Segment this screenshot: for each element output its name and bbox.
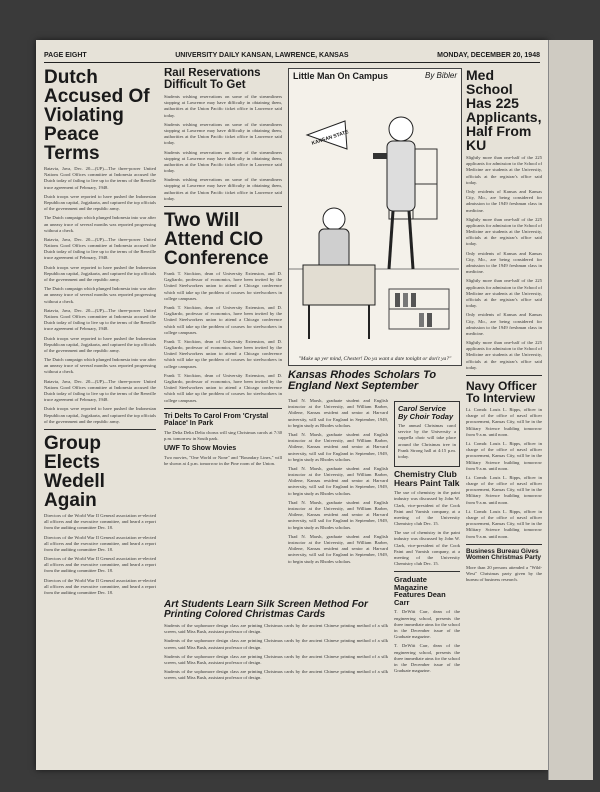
article-med-p7: Slightly more than one-half of the 225 applicants for admission to the School of Medicine are students at the University, officials at the registrar's office said today. — [466, 340, 542, 370]
article-graduate-p1: T. DeWitt Carr, dean of the engineering school, presents the three immediate aims for the school in the December issue of the Graduate magazine. — [394, 609, 460, 640]
cartoon-panel — [288, 68, 462, 366]
column-divider — [466, 544, 542, 545]
article-rail-p1: Students wishing reservations on some of the streamliners stopping at Lawrence may have difficulty in obtaining them, authorities at the Union Pacific ticket office in Lawrence said today. — [164, 94, 282, 118]
article-med-p3: Slightly more than one-half of the 225 applicants for admission to the School of Medicine are students at the University, officials at the registrar's office said today. — [466, 216, 542, 247]
column-4 — [466, 68, 542, 768]
article-rhodes-p2: Thad N. Marsh, graduate student and English instructor at the University, and William Barber, Abilene, Kansas resident and senior at Harvard university, will sail for England in September, 1949, to begin study as Rhodes scholars. — [288, 431, 388, 462]
article-rhodes-p5: Thad N. Marsh, graduate student and English instructor at the University, and William Barber, Abilene, Kansas resident and senior at Harvard university, will sail for England in September, 1949, to begin study as Rhodes scholars. — [288, 533, 388, 564]
adjacent-page-edge — [548, 40, 593, 780]
newspaper-page — [36, 40, 548, 770]
headline-carol: Carol Service By Choir Today — [398, 404, 454, 421]
headline-art: Art Students Learn Silk Screen Method For Printing Colored Christmas Cards — [164, 600, 368, 620]
column-divider — [44, 429, 156, 430]
article-navy-p2: Lt. Comdr. Louis L. Ripps, officer in charge of the office of naval officer procurement, Kansas City, will be in the Military Science building tomorrow from 9 a.m. until noon. — [466, 440, 542, 471]
headline-cio: Two Will Attend CIO Conference — [164, 210, 269, 269]
article-tri-delts: The Delta Delta Delta chorus will sing Christmas carols at 7:30 p.m. tomorrow in South park. — [164, 429, 282, 441]
article-chemistry-p1: The use of chemistry in the paint industry was discussed by John W. Clark, vice-president of the Cook Paint and Varnish company, at a meeting of the University Chemistry club Dec. 15. — [394, 490, 460, 527]
article-med-p2: Only residents of Kansas and Kansas City, Mo., are being considered for admission to the 1949 freshman class in medicine. — [466, 188, 542, 213]
column-divider — [466, 375, 542, 376]
headline-uwf: UWF To Show Movies — [164, 445, 237, 453]
column-2 — [164, 68, 282, 588]
headline-chemistry: Chemistry Club Hears Paint Talk — [394, 469, 460, 488]
column-1 — [44, 68, 156, 763]
article-chemistry-p2: The use of chemistry in the paint industry was discussed by John W. Clark, vice-president of the Cook Paint and Varnish company, at a meeting of the University Chemistry club Dec. 15. — [394, 530, 460, 567]
article-dutch-p1: Batavia, Java, Dec. 20—(UP)—The three-power United Nations Good Offices committee at Indonesia accused the Dutch today of failing to live up to the terms of the Renville truce agreement of February, 1948. — [44, 166, 156, 190]
headline-wedell: Group Elects Wedell Again — [44, 432, 105, 511]
art-students-section — [164, 600, 388, 770]
article-dutch-p8: Dutch troops were reported to have pushed the Indonesian Republican capital, Jogjakarta, and captured the top officials of the government and the republic army. — [44, 335, 156, 353]
article-art-p1: Students of the sophomore design class are printing Christmas cards by the ancient Chinese printing method of a silk screen, said Miss Bush, assistant professor of design. — [164, 623, 388, 635]
article-med-p1: Slightly more than one-half of the 225 applicants for admission to the School of Medicine are students at the University, officials at the registrar's office said today. — [466, 155, 542, 185]
article-med-p5: Slightly more than one-half of the 225 applicants for admission to the School of Medicine are students at the University, officials at the registrar's office said today. — [466, 278, 542, 309]
article-dutch-p10: Batavia, Java, Dec. 20—(UP)—The three-power United Nations Good Offices committee at Indonesia accused the Dutch today of failing to live up to the terms of the Renville truce agreement of February, 1948. — [44, 378, 156, 403]
article-art-p2: Students of the sophomore design class are printing Christmas cards by the ancient Chinese printing method of a silk screen, said Miss Bush, assistant professor of design. — [164, 638, 388, 650]
column-divider — [164, 408, 282, 409]
article-graduate-p2: T. DeWitt Carr, dean of the engineering school, presents the three immediate aims for the school in the December issue of the Graduate magazine. — [394, 643, 460, 674]
article-rail-p4: Students wishing reservations on some of the streamliners stopping at Lawrence may have difficulty in obtaining them, authorities at the Union Pacific ticket office in Lawrence said today. — [164, 177, 282, 201]
article-dutch-p4: Batavia, Java, Dec. 20—(UP)—The three-power United Nations Good Offices committee at Indonesia accused the Dutch today of failing to live up to the terms of the Renville truce agreement of February, 1948. — [44, 236, 156, 261]
headline-graduate: Graduate Magazine Features Dean Carr — [394, 575, 446, 607]
article-cio-p4: Frank T. Stockton, dean of University Extension, and D. Gagliardo, professor of economics, have been invited by the United Steelworkers union to attend a Chicago conference which will take up the problem of courses for steelworkers in college campuses. — [164, 372, 282, 403]
article-dutch-p3: The Dutch campaign which plunged Indonesia into war after an uneasy truce of several months was reported progressing without a check. — [44, 215, 156, 233]
headline-dutch: Dutch Accused Of Violating Peace Terms — [44, 68, 150, 164]
cartoon-caption: "Make up yer mind, Chester! Do ya want a date tonight or don't ya?" — [298, 356, 452, 362]
cartoon-credit: By Bibler — [424, 71, 457, 80]
article-med-p6: Only residents of Kansas and Kansas City, Mo., are being considered for admission to the 1949 freshman class in medicine. — [466, 312, 542, 336]
article-rail-p3: Students wishing reservations on some of the streamliners stopping at Lawrence may have difficulty in obtaining them, authorities at the Union Pacific ticket office in Lawrence said today. — [164, 149, 282, 174]
headline-business-bureau: Business Bureau Gives Women Christmas Party — [466, 547, 542, 562]
article-carol: The annual Christmas carol service by the University a cappella choir will take place around the Christmas tree in Frank Strong hall at 4:15 p.m. today. — [398, 423, 456, 459]
article-dutch-p5: Dutch troops were reported to have pushed the Indonesian Republican capital, Jogjakarta, and captured the top officials of the government and the republic army. — [44, 264, 156, 282]
article-uwf: Two movies, "One World or None" and "Boundary Lines," will be shown at 4 p.m. tomorrow in the Pine room of the Union. — [164, 455, 282, 467]
issue-date: MONDAY, DECEMBER 20, 1948 — [437, 51, 540, 59]
headline-tri-delts: Tri Delts To Carol From 'Crystal Palace' In Park — [164, 412, 269, 427]
headline-navy: Navy Officer To Interview — [466, 379, 537, 405]
paper-name: UNIVERSITY DAILY KANSAN, LAWRENCE, KANSAS — [175, 51, 349, 59]
article-art-p3: Students of the sophomore design class are printing Christmas cards by the ancient Chinese printing method of a silk screen, said Miss Bush, assistant professor of design. — [164, 653, 388, 665]
article-wedell-p1: Directors of the World War II General association re-elected all officers and the executive committee, and heard a report from the auditing committee Dec. 18. — [44, 512, 156, 531]
column-divider — [164, 206, 282, 207]
rhodes-article — [288, 398, 388, 598]
headline-rail: Rail Reservations Difficult To Get — [164, 68, 261, 91]
rhodes-section — [288, 370, 460, 395]
article-med-p4: Only residents of Kansas and Kansas City, Mo., are being considered for admission to the 1949 freshman class in medicine. — [466, 250, 542, 275]
article-business-bureau: More than 20 persons attended a "Wild-West" Christmas party given by the bureau of business research. — [466, 564, 542, 583]
article-rail-p2: Students wishing reservations on some of the streamliners stopping at Lawrence may have difficulty in obtaining them, authorities at the Union Pacific ticket office in Lawrence said today. — [164, 121, 282, 146]
article-dutch-p9: The Dutch campaign which plunged Indonesia into war after an uneasy truce of several months was reported progressing without a check. — [44, 357, 156, 375]
masthead — [44, 48, 540, 63]
article-navy-p4: Lt. Comdr. Louis L. Ripps, officer in charge of the office of naval officer procurement, Kansas City, will be in the Military Science building tomorrow from 9 a.m. until noon. — [466, 508, 542, 539]
page-number: PAGE EIGHT — [44, 51, 87, 59]
article-rhodes-p3: Thad N. Marsh, graduate student and English instructor at the University, and William Barber, Abilene, Kansas resident and senior at Harvard university, will sail for England in September, 1949, to begin study as Rhodes scholars. — [288, 465, 388, 496]
article-rhodes-p1: Thad N. Marsh, graduate student and English instructor at the University, and William Barber, Abilene, Kansas resident and senior at Harvard university, will sail for England in September, 1949, to begin study as Rhodes scholars. — [288, 398, 388, 428]
article-navy-p3: Lt. Comdr. Louis L. Ripps, officer in charge of the office of naval officer procurement, Kansas City, will be in the Military Science building tomorrow from 9 a.m. until noon. — [466, 474, 542, 505]
article-dutch-p2: Dutch troops were reported to have pushed the Indonesian Republican capital, Jogjakarta, and captured the top officials of the government and the republic army. — [44, 193, 156, 212]
article-dutch-p11: Dutch troops were reported to have pushed the Indonesian Republican capital, Jogjakarta, and captured the top officials of the government and the republic army. — [44, 406, 156, 424]
carol-service-box — [394, 401, 460, 467]
article-wedell-p4: Directors of the World War II General association re-elected all officers and the executive committee, and heard a report from the auditing committee Dec. 18. — [44, 577, 156, 595]
column-divider — [394, 571, 460, 572]
article-wedell-p2: Directors of the World War II General association re-elected all officers and the executive committee, and heard a report from the auditing committee Dec. 18. — [44, 534, 156, 552]
cartoon-title: Little Man On Campus — [293, 71, 389, 81]
article-cio-p2: Frank T. Stockton, dean of University Extension, and D. Gagliardo, professor of economics, have been invited by the United Steelworkers union to attend a Chicago conference which will take up the problem of courses for steelworkers in college campuses. — [164, 304, 282, 335]
center-right-column — [394, 398, 460, 770]
headline-med-school: Med School Has 225 Applicants, Half From KU — [466, 68, 542, 153]
article-dutch-p6: The Dutch campaign which plunged Indonesia into war after an uneasy truce of several months was reported progressing without a check. — [44, 286, 156, 304]
pennant-label: KANSAN STATE — [311, 129, 350, 147]
article-navy-p1: Lt. Comdr. Louis L. Ripps, officer in charge of the office of naval officer procurement, Kansas City, will be in the Military Science building tomorrow from 9 a.m. until noon. — [466, 407, 542, 437]
article-rhodes-p4: Thad N. Marsh, graduate student and English instructor at the University, and William Barber, Abilene, Kansas resident and senior at Harvard university, will sail for England in September, 1949, to begin study as Rhodes scholars. — [288, 499, 388, 530]
cartoon-illustration — [289, 69, 461, 365]
article-art-p4: Students of the sophomore design class are printing Christmas cards by the ancient Chinese printing method of a silk screen, said Miss Bush, assistant professor of design. — [164, 669, 388, 681]
article-cio-p3: Frank T. Stockton, dean of University Extension, and D. Gagliardo, professor of economics, have been invited by the United Steelworkers union to attend a Chicago conference which will take up the problem of courses for steelworkers in college campuses. — [164, 338, 282, 369]
headline-rhodes: Kansas Rhodes Scholars To England Next September — [288, 369, 437, 392]
article-cio-p1: Frank T. Stockton, dean of University Extension, and D. Gagliardo, professor of economics, have been invited by the United Steelworkers union to attend a Chicago conference which will take up the problem of courses for steelworkers in college campuses. — [164, 271, 282, 301]
article-wedell-p3: Directors of the World War II General association re-elected all officers and the executive committee, and heard a report from the auditing committee Dec. 18. — [44, 556, 156, 574]
article-dutch-p7: Batavia, Java, Dec. 20—(UP)—The three-power United Nations Good Offices committee at Indonesia accused the Dutch today of failing to live up to the terms of the Renville truce agreement of February, 1948. — [44, 307, 156, 332]
